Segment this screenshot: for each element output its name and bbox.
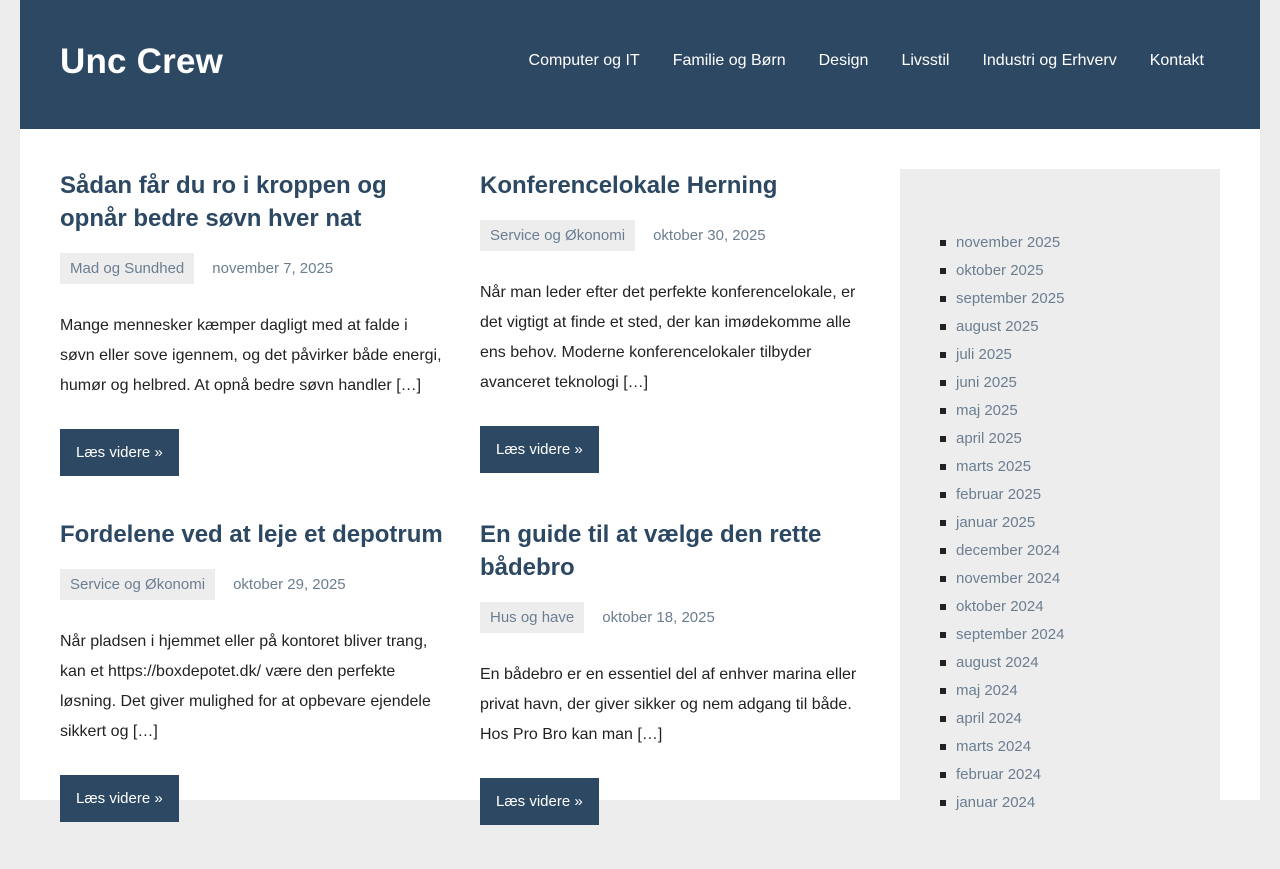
archive-item — [940, 397, 1064, 425]
archive-list — [940, 229, 1064, 817]
site-title[interactable]: Unc Crew — [60, 42, 224, 81]
page — [20, 0, 1260, 811]
post-title[interactable]: Fordelene ved at leje et depotrum — [60, 521, 443, 548]
archive-item — [940, 257, 1064, 285]
post-excerpt: Når man leder efter det perfekte konferencelokale, er det vigtigt at finde et sted, der kan imødekomme alle ens behov. Moderne konferencelokaler tilbyder avanceret teknologi […] — [480, 284, 856, 391]
archive-item — [940, 341, 1064, 369]
archive-link[interactable]: juni 2025 — [956, 374, 1017, 391]
archive-item — [940, 509, 1064, 537]
archive-item — [940, 537, 1064, 565]
post-date[interactable]: oktober 18, 2025 — [602, 609, 715, 626]
archive-link[interactable]: marts 2024 — [956, 738, 1032, 755]
archive-link[interactable]: oktober 2024 — [956, 598, 1044, 615]
archive-item — [940, 593, 1064, 621]
archive-link[interactable]: maj 2024 — [956, 682, 1018, 699]
archive-item — [940, 733, 1064, 761]
archive-link[interactable]: februar 2025 — [956, 486, 1042, 503]
archive-link[interactable]: april 2025 — [956, 430, 1022, 447]
post-title[interactable]: Konferencelokale Herning — [480, 172, 778, 199]
post-meta — [480, 220, 865, 251]
post-date[interactable]: oktober 30, 2025 — [653, 227, 766, 244]
post-meta — [60, 569, 445, 600]
post-date[interactable]: oktober 29, 2025 — [233, 576, 346, 593]
archive-link[interactable]: oktober 2025 — [956, 262, 1044, 279]
sidebar — [900, 169, 1220, 869]
nav-item-industri-og-erhverv[interactable]: Industri og Erhverv — [982, 52, 1117, 69]
post-category[interactable]: Service og Økonomi — [480, 220, 635, 251]
archive-item — [940, 229, 1064, 257]
archive-link[interactable]: november 2025 — [956, 234, 1061, 251]
archive-link[interactable]: december 2024 — [956, 542, 1061, 559]
post-card — [60, 169, 445, 476]
archive-item — [940, 425, 1064, 453]
nav-item-computer-og-it[interactable]: Computer og IT — [528, 52, 640, 69]
archive-link[interactable]: maj 2025 — [956, 402, 1018, 419]
post-card — [60, 518, 445, 822]
archive-link[interactable]: juli 2025 — [956, 346, 1012, 363]
archive-item — [940, 789, 1064, 817]
post-meta — [480, 602, 865, 633]
archive-item — [940, 313, 1064, 341]
archive-item — [940, 621, 1064, 649]
nav-item-kontakt[interactable]: Kontakt — [1149, 52, 1204, 69]
post-card — [480, 169, 865, 473]
post-excerpt: Mange mennesker kæmper dagligt med at falde i søvn eller sove igennem, og det påvirker både energi, humør og helbred. At opnå bedre søvn handler […] — [60, 317, 442, 394]
archive-link[interactable]: april 2024 — [956, 710, 1022, 727]
archive-item — [940, 453, 1064, 481]
post-date[interactable]: november 7, 2025 — [212, 260, 334, 277]
main-nav — [529, 52, 1204, 70]
archive-item — [940, 285, 1064, 313]
archive-link[interactable]: september 2024 — [956, 626, 1065, 643]
site-header — [20, 0, 1260, 129]
nav-item-familie-og-born[interactable]: Familie og Børn — [672, 52, 786, 69]
post-category[interactable]: Service og Økonomi — [60, 569, 215, 600]
archive-item — [940, 481, 1064, 509]
post-title[interactable]: Sådan får du ro i kroppen og opnår bedre søvn hver nat — [60, 172, 387, 232]
post-card — [480, 518, 865, 825]
post-title[interactable]: En guide til at vælge den rette bådebro — [480, 521, 822, 581]
archive-item — [940, 677, 1064, 705]
read-more-button[interactable]: Læs videre » — [60, 429, 179, 476]
post-category[interactable]: Hus og have — [480, 602, 584, 633]
archive-link[interactable]: august 2025 — [956, 318, 1039, 335]
post-excerpt: En bådebro er en essentiel del af enhver marina eller privat havn, der giver sikker og nem adgang til både. Hos Pro Bro kan man […] — [480, 666, 857, 743]
archive-link[interactable]: august 2024 — [956, 654, 1039, 671]
archive-item — [940, 649, 1064, 677]
archive-item — [940, 565, 1064, 593]
post-excerpt: Når pladsen i hjemmet eller på kontoret bliver trang, kan et https://boxdepotet.dk/ være den perfekte løsning. Det giver mulighed for at opbevare ejendele sikkert og […] — [60, 633, 431, 740]
post-meta — [60, 253, 445, 284]
archive-link[interactable]: november 2024 — [956, 570, 1061, 587]
post-category[interactable]: Mad og Sundhed — [60, 253, 194, 284]
archive-item — [940, 369, 1064, 397]
read-more-button[interactable]: Læs videre » — [480, 426, 599, 473]
read-more-button[interactable]: Læs videre » — [480, 778, 599, 825]
archive-item — [940, 761, 1064, 789]
archive-link[interactable]: januar 2024 — [956, 794, 1036, 811]
archive-link[interactable]: september 2025 — [956, 290, 1065, 307]
nav-item-livsstil[interactable]: Livsstil — [901, 52, 950, 69]
nav-item-design[interactable]: Design — [818, 52, 869, 69]
archive-link[interactable]: marts 2025 — [956, 458, 1032, 475]
archive-item — [940, 705, 1064, 733]
read-more-button[interactable]: Læs videre » — [60, 775, 179, 822]
archive-link[interactable]: januar 2025 — [956, 514, 1036, 531]
archive-link[interactable]: februar 2024 — [956, 766, 1042, 783]
